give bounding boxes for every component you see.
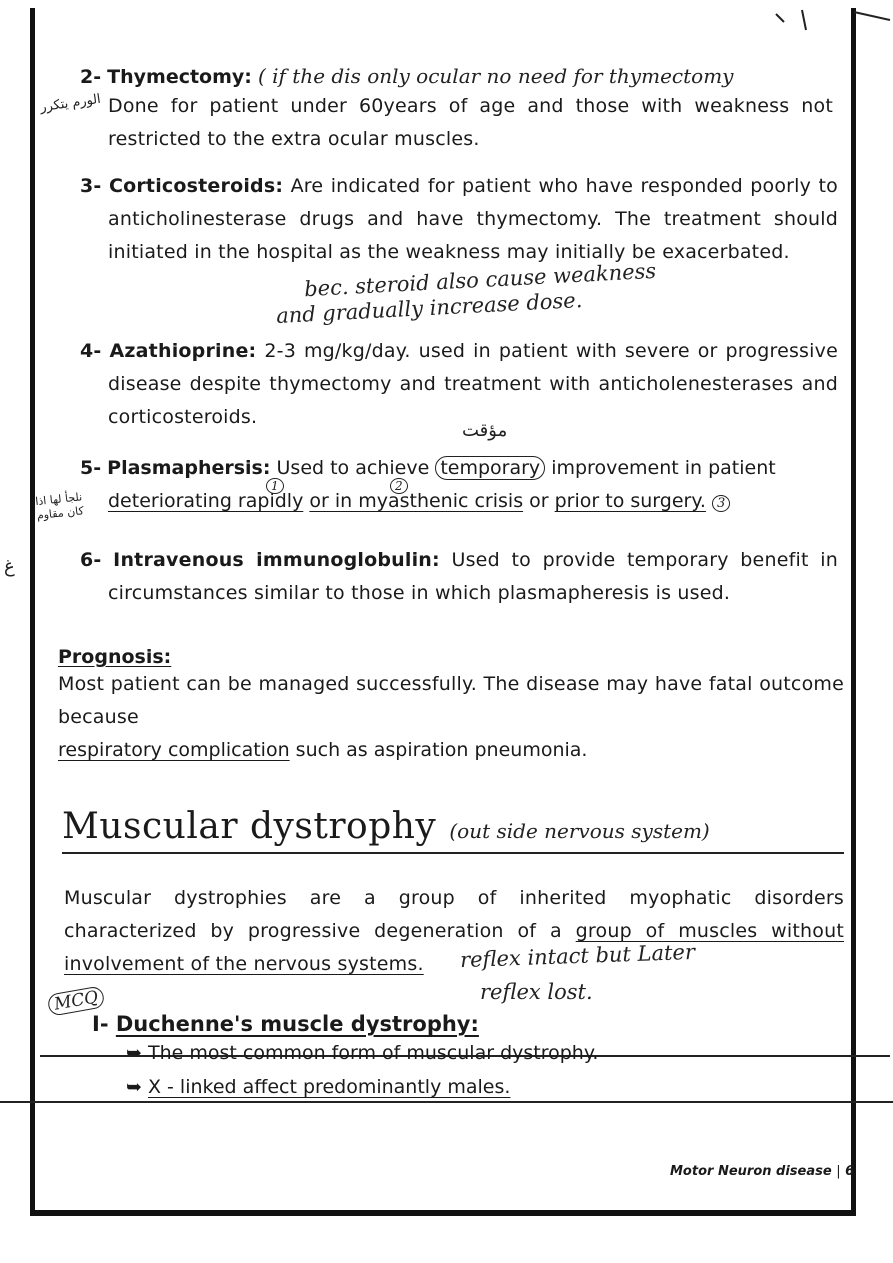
item-thymectomy (80, 64, 840, 156)
prognosis-text-tail: such as aspiration pneumonia. (289, 739, 588, 761)
page-footer (670, 1164, 854, 1179)
underlined-phrase: or in myasthenic crisis (309, 490, 524, 512)
item-ivig (80, 544, 840, 610)
prognosis-text: Most patient can be managed successfully. The disease may have fatal outcome because (58, 673, 844, 728)
underlined-phrase: deteriorating rapidly (108, 490, 304, 512)
item-corticosteroids (80, 170, 840, 269)
circled-mark: 2 (390, 478, 408, 494)
bullet-item (126, 1076, 510, 1098)
circled-word: temporary (435, 456, 545, 480)
underlined-phrase: respiratory complication (58, 739, 290, 761)
handwritten-note: (out side nervous system) (449, 819, 710, 843)
margin-arabic-note: نلجأ لها اذا كان مقاوم (34, 490, 85, 523)
footer-label: Motor Neuron disease (670, 1164, 832, 1179)
item-number: 4- (80, 340, 102, 362)
item-number: 3- (80, 175, 102, 197)
prognosis-section (58, 646, 844, 767)
arrow-bullet-icon: ➥ (126, 1042, 142, 1064)
item-number: 2- (80, 66, 102, 88)
subsection-number: I- (92, 1012, 109, 1036)
underlined-phrase: prior to surgery. (554, 490, 706, 512)
item-body-part: or (529, 490, 549, 512)
handwritten-note: ( if the dis only ocular no need for thymectomy (257, 64, 734, 88)
item-body-part: improvement in patient (551, 457, 776, 479)
underlined-phrase: group of muscles without involvement of the nervous systems. (64, 920, 844, 975)
item-body: Used to provide temporary benefit in circumstances similar to those in which plasmapheresis is used. (108, 549, 838, 604)
item-body-part: Used to achieve (276, 457, 430, 479)
handwritten-note-line1: bec. steroid also cause weakness (303, 258, 657, 302)
item-body: Done for patient under 60years of age and those with weakness not restricted to the extra ocular muscles. (108, 95, 833, 150)
ruled-line (0, 1101, 893, 1103)
handwritten-arabic-note: مؤقت (462, 420, 508, 441)
section-intro (64, 882, 844, 981)
handwritten-note-line2: reflex lost. (480, 980, 593, 1004)
corner-scribble-mark (772, 6, 892, 36)
arrow-bullet-icon: ➥ (126, 1076, 142, 1098)
subsection-heading-row (92, 1012, 479, 1036)
margin-arabic-note: غ (4, 556, 15, 577)
item-plasmaphersis (80, 452, 850, 520)
circled-mark: 1 (266, 478, 284, 494)
item-title: Corticosteroids: (108, 175, 284, 197)
margin-arabic-note: الورم يتكرر (39, 91, 102, 116)
item-number: 6- (80, 549, 102, 571)
section-title-underline (62, 852, 844, 854)
section-heading-row (62, 806, 710, 847)
item-body: Are indicated for patient who have responded poorly to anticholinesterase drugs and have thymectomy. The treatment should initiated in the hospital as the weakness may initially be exacerbated. (108, 175, 839, 263)
handwritten-note-line1: reflex intact but Later (459, 939, 696, 973)
section-title: Muscular dystrophy (62, 806, 437, 847)
footer-separator: | (836, 1164, 841, 1179)
item-title: Intravenous immunoglobulin: (113, 549, 440, 571)
item-azathioprine (80, 335, 840, 434)
subsection-title: Duchenne's muscle dystrophy: (115, 1012, 479, 1036)
prognosis-heading: Prognosis: (58, 646, 172, 668)
handwritten-note-line2: and gradually increase dose. (275, 287, 583, 329)
item-title: Azathioprine: (109, 340, 257, 362)
bullet-item (126, 1042, 598, 1064)
item-number: 5- (80, 457, 102, 479)
section-intro-text: Muscular dystrophies are a group of inherited myophatic disorders characterized by progressive degeneration of a (64, 887, 844, 942)
page-number: 6 (845, 1164, 855, 1179)
mcq-margin-note: MCQ (47, 985, 106, 1016)
item-title: Thymectomy: (107, 66, 252, 88)
item-body: 2-3 mg/kg/day. used in patient with severe or progressive disease despite thymectomy and treatment with anticholenesterases and corticosteroids. (108, 340, 838, 428)
circled-mark: 3 (712, 495, 730, 512)
bullet-text: The most common form of muscular dystrophy. (147, 1042, 599, 1064)
item-title: Plasmaphersis: (107, 457, 271, 479)
bullet-text: X - linked affect predominantly males. (147, 1076, 511, 1098)
